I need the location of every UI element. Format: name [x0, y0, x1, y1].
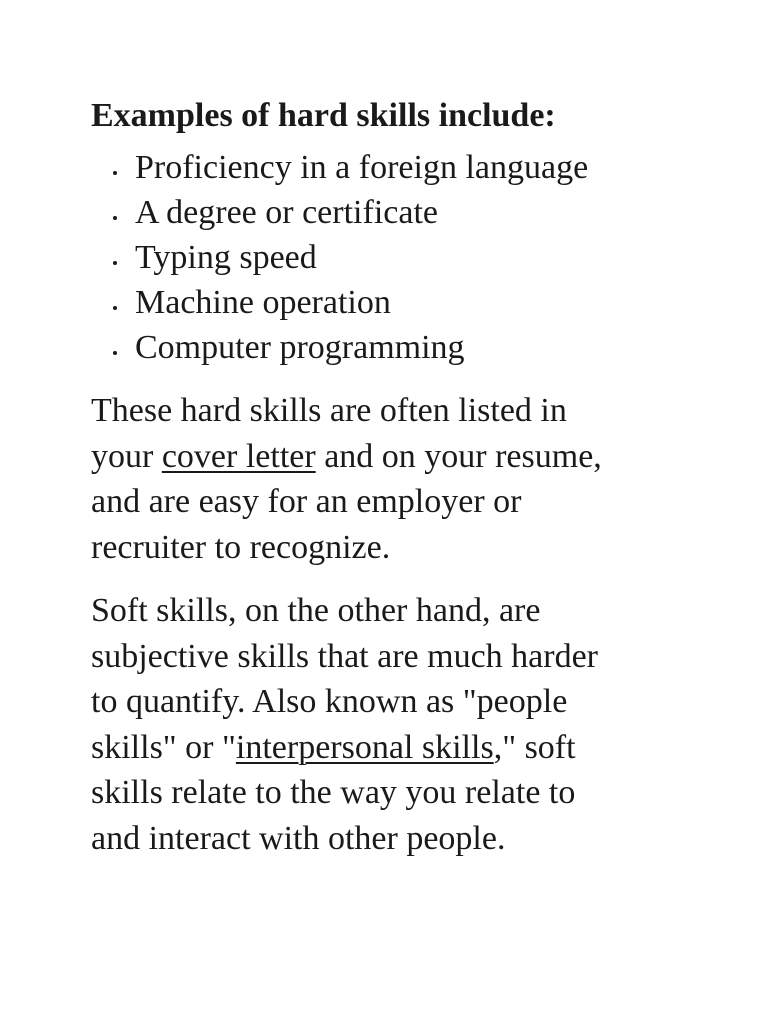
list-item — [91, 145, 691, 190]
paragraph-line: and are easy for an employer or — [91, 483, 522, 520]
list-item — [91, 235, 691, 280]
bullet-icon — [113, 306, 117, 310]
list-item — [91, 190, 691, 235]
bullet-icon — [113, 216, 117, 220]
interpersonal-skills-link[interactable]: interpersonal skills — [235, 728, 494, 766]
bullet-icon — [113, 261, 117, 265]
document-body — [91, 93, 691, 861]
paragraph-line: ," soft — [493, 728, 576, 766]
list-item-text: Machine operation — [135, 284, 391, 321]
paragraph-line: to quantify. Also known as "people — [91, 683, 568, 720]
paragraph-line: and interact with other people. — [91, 819, 506, 857]
paragraph-line: your — [91, 437, 162, 475]
list-item-text: Computer programming — [135, 329, 465, 366]
section-heading: Examples of hard skills include: — [91, 97, 556, 134]
paragraph-line: Soft skills, on the other hand, are — [91, 592, 541, 629]
paragraph-line: skills relate to the way you relate to — [91, 774, 576, 811]
bullet-icon — [113, 351, 117, 355]
hard-skills-paragraph — [91, 388, 691, 570]
list-item-text: Proficiency in a foreign language — [135, 149, 589, 186]
hard-skills-list — [91, 145, 691, 370]
paragraph-line: recruiter to recognize. — [91, 528, 391, 566]
list-item-text: A degree or certificate — [135, 194, 438, 231]
paragraph-line: and on your resume, — [315, 437, 602, 475]
soft-skills-paragraph — [91, 588, 691, 861]
paragraph-line: subjective skills that are much harder — [91, 637, 598, 675]
list-item — [91, 280, 691, 325]
list-item — [91, 325, 691, 370]
list-item-text: Typing speed — [135, 239, 317, 276]
paragraph-line: skills" or " — [91, 728, 236, 766]
bullet-icon — [113, 171, 117, 175]
paragraph-line: These hard skills are often listed in — [91, 392, 567, 429]
cover-letter-link[interactable]: cover letter — [161, 437, 316, 475]
